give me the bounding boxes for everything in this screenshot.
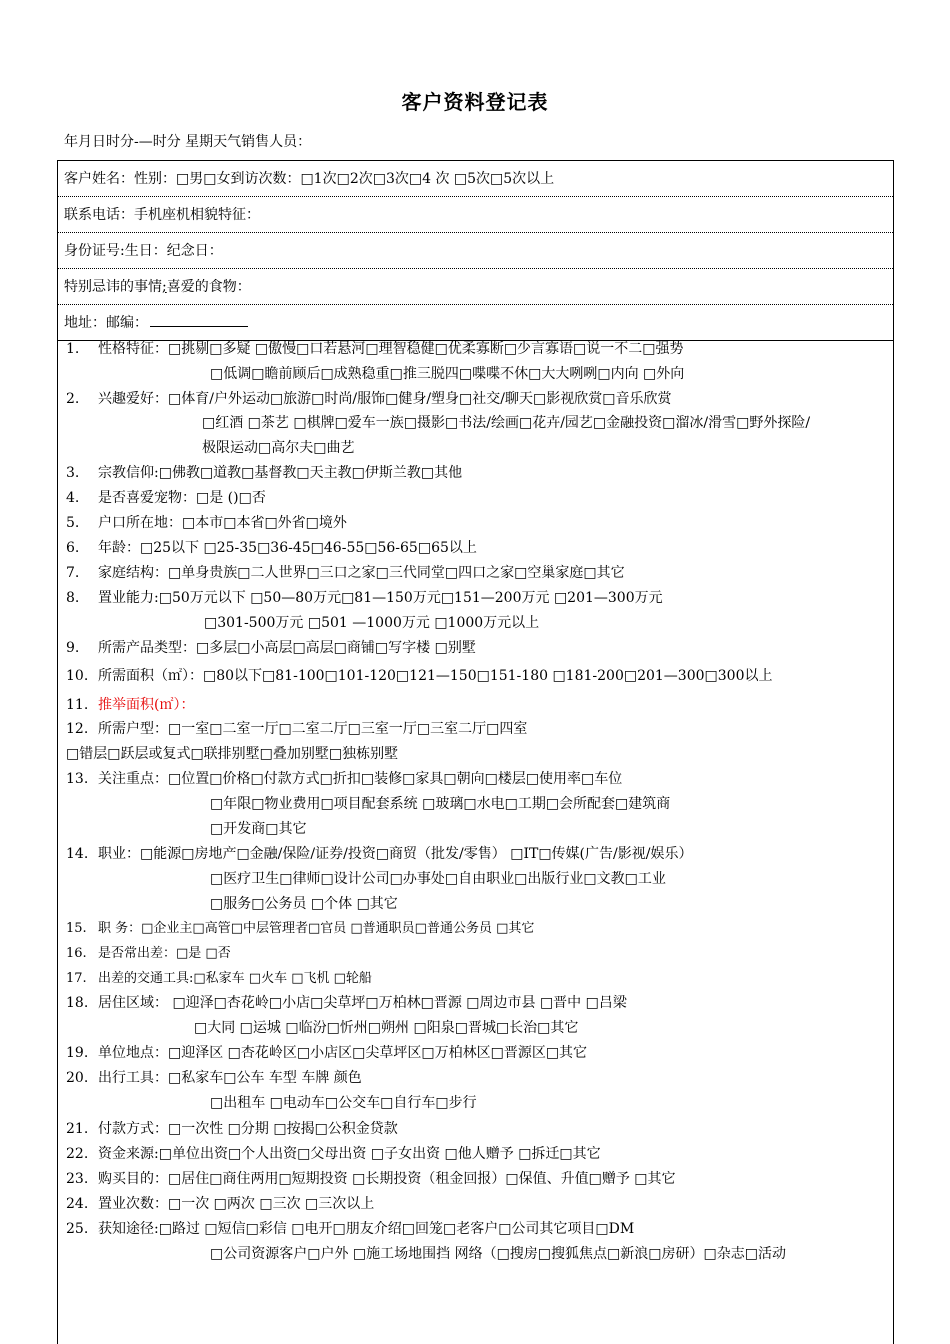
question-number: 25. (66, 1221, 89, 1237)
header-row-taboo (58, 269, 893, 305)
question-number: 2. (66, 391, 80, 407)
question-text: □大同 □运城 □临汾□忻州□朔州 □阳泉□晋城□长治□其它 (194, 1020, 579, 1036)
question-number: 23. (66, 1171, 89, 1187)
question-number: 12. (66, 721, 89, 737)
question-text: 付款方式：□一次性 □分期 □按揭□公积金贷款 (98, 1121, 398, 1137)
question-number: 20. (66, 1070, 89, 1086)
question-number: 14. (66, 846, 89, 862)
header-row-phone: 联系电话：手机座机相貌特征： (58, 197, 893, 233)
question-number: 13. (66, 771, 89, 787)
form-title: 客户资料登记表 (401, 90, 549, 114)
question-text: 职业：□能源□房地产□金融/保险/证券/投资□商贸（批发/零售） □IT□传媒(广告/影视/娱乐） (98, 846, 693, 862)
question-number: 22. (66, 1146, 89, 1162)
question-text: □出租车 □电动车□公交车□自行车□步行 (210, 1095, 477, 1111)
taboo-separator: ; (162, 279, 167, 295)
question-text: 宗教信仰:□佛教□道教□基督教□天主教□伊斯兰教□其他 (98, 465, 463, 481)
question-text: 购买目的：□居住□商住两用□短期投资 □长期投资（租金回报）□保值、升值□赠予 □其它 (98, 1171, 676, 1187)
question-text: 性格特征：□挑剔□多疑 □傲慢□口若悬河□理智稳健□优柔寡断□少言寡语□说一不二□强势 (98, 341, 684, 357)
food-label: 喜爱的食物： (166, 279, 251, 295)
form-box (57, 160, 894, 1344)
question-text: □错层□跃层或复式□联排别墅□叠加别墅□独栋别墅 (66, 746, 399, 762)
question-number: 11. (66, 697, 89, 713)
question-text: 居住区域： □迎泽□杏花岭□小店□尖草坪□万柏林□晋源 □周边市县 □晋中 □吕梁 (98, 995, 627, 1011)
question-text: 所需户型：□一室□二室一厅□二室二厅□三室一厅□三室二厅□四室 (98, 721, 528, 737)
question-text: □服务□公务员 □个体 □其它 (210, 896, 398, 912)
question-number: 5. (66, 515, 80, 531)
question-text: 关注重点：□位置□价格□付款方式□折扣□装修□家具□朝向□楼层□使用率□车位 (98, 771, 623, 787)
header-row-id: 身份证号:生日：纪念日： (58, 233, 893, 269)
question-text: □红酒 □茶艺 □棋牌□爱车一族□摄影□书法/绘画□花卉/园艺□金融投资□溜冰/滑雪□野外探险/ (202, 415, 811, 431)
question-number: 7. (66, 565, 80, 581)
question-number: 15. (66, 921, 87, 936)
address-label: 地址：邮编： (64, 315, 148, 331)
question-number: 10. (66, 668, 89, 684)
question-text: 家庭结构：□单身贵族□二人世界□三口之家□三代同堂□四口之家□空巢家庭□其它 (98, 565, 625, 581)
question-number: 8. (66, 590, 80, 606)
question-text: □年限□物业费用□项目配套系统 □玻璃□水电□工期□会所配套□建筑商 (210, 796, 671, 812)
taboo-label: 特别忌讳的事情 (64, 279, 162, 295)
question-text: □公司资源客户□户外 □施工场地围挡 网络（□搜房□搜狐焦点□新浪□房研）□杂志□活动 (210, 1246, 786, 1262)
question-number: 17. (66, 971, 87, 986)
question-text: 职 务：□企业主□高管□中层管理者□官员 □普通职员□普通公务员 □其它 (98, 921, 535, 936)
question-text: 户口所在地：□本市□本省□外省□境外 (98, 515, 347, 531)
question-text: 置业能力:□50万元以下 □50—80万元□81—150万元□151—200万元 □201—300万元 (98, 590, 663, 606)
question-text: 是否喜爱宠物：□是 ()□否 (98, 490, 266, 506)
question-text: 获知途径:□路过 □短信□彩信 □电开□朋友介绍□回笼□老客户□公司其它项目□DM (98, 1221, 635, 1237)
question-text: 单位地点：□迎泽区 □杏花岭区□小店区□尖草坪区□万柏林区□晋源区□其它 (98, 1045, 588, 1061)
question-number: 18. (66, 995, 89, 1011)
question-text: □301-500万元 □501 —1000万元 □1000万元以上 (204, 615, 540, 631)
question-number: 9. (66, 640, 80, 656)
postcode-underline (150, 313, 248, 327)
question-text: 出行工具：□私家车□公车 车型 车牌 颜色 (98, 1070, 362, 1086)
header-row-name: 客户姓名：性别：□男□女到访次数：□1次□2次□3次□4 次 □5次□5次以上 (58, 161, 893, 197)
question-number: 21. (66, 1121, 89, 1137)
question-text: 兴趣爱好：□体育/户外运动□旅游□时尚/服饰□健身/塑身□社交/聊天□影视欣赏□音乐欣赏 (98, 391, 672, 407)
question-text: □开发商□其它 (210, 821, 307, 837)
header-row-address (58, 305, 893, 341)
question-text: □低调□瞻前顾后□成熟稳重□推三脱四□喋喋不休□大大咧咧□内向 □外向 (210, 366, 685, 382)
question-number: 16. (66, 946, 87, 961)
question-text: 出差的交通工具:□私家车 □火车 □飞机 □轮船 (98, 971, 372, 986)
question-text: 推举面积(㎡）： (98, 697, 195, 713)
question-number: 1. (66, 341, 80, 357)
question-number: 19. (66, 1045, 89, 1061)
question-number: 4. (66, 490, 80, 506)
question-text: 所需产品类型：□多层□小高层□高层□商铺□写字楼 □别墅 (98, 640, 476, 656)
visit-meta-line: 年月日时分-—时分 星期天气销售人员： (64, 134, 312, 150)
question-number: 24. (66, 1196, 89, 1212)
question-text: 资金来源:□单位出资□个人出资□父母出资 □子女出资 □他人赠予 □拆迁□其它 (98, 1146, 601, 1162)
question-text: 极限运动□高尔夫□曲艺 (202, 440, 355, 456)
question-number: 6. (66, 540, 80, 556)
question-text: 置业次数：□一次 □两次 □三次 □三次以上 (98, 1196, 375, 1212)
question-text: 所需面积（㎡）：□80以下□81-100□101-120□121—150□151-180 □181-200□201—300□300以上 (98, 668, 773, 684)
question-text: □医疗卫生□律师□设计公司□办事处□自由职业□出版行业□文教□工业 (210, 871, 666, 887)
question-text: 年龄：□25以下 □25-35□36-45□46-55□56-65□65以上 (98, 540, 477, 556)
question-text: 是否常出差：□是 □否 (98, 946, 231, 961)
question-number: 3. (66, 465, 80, 481)
